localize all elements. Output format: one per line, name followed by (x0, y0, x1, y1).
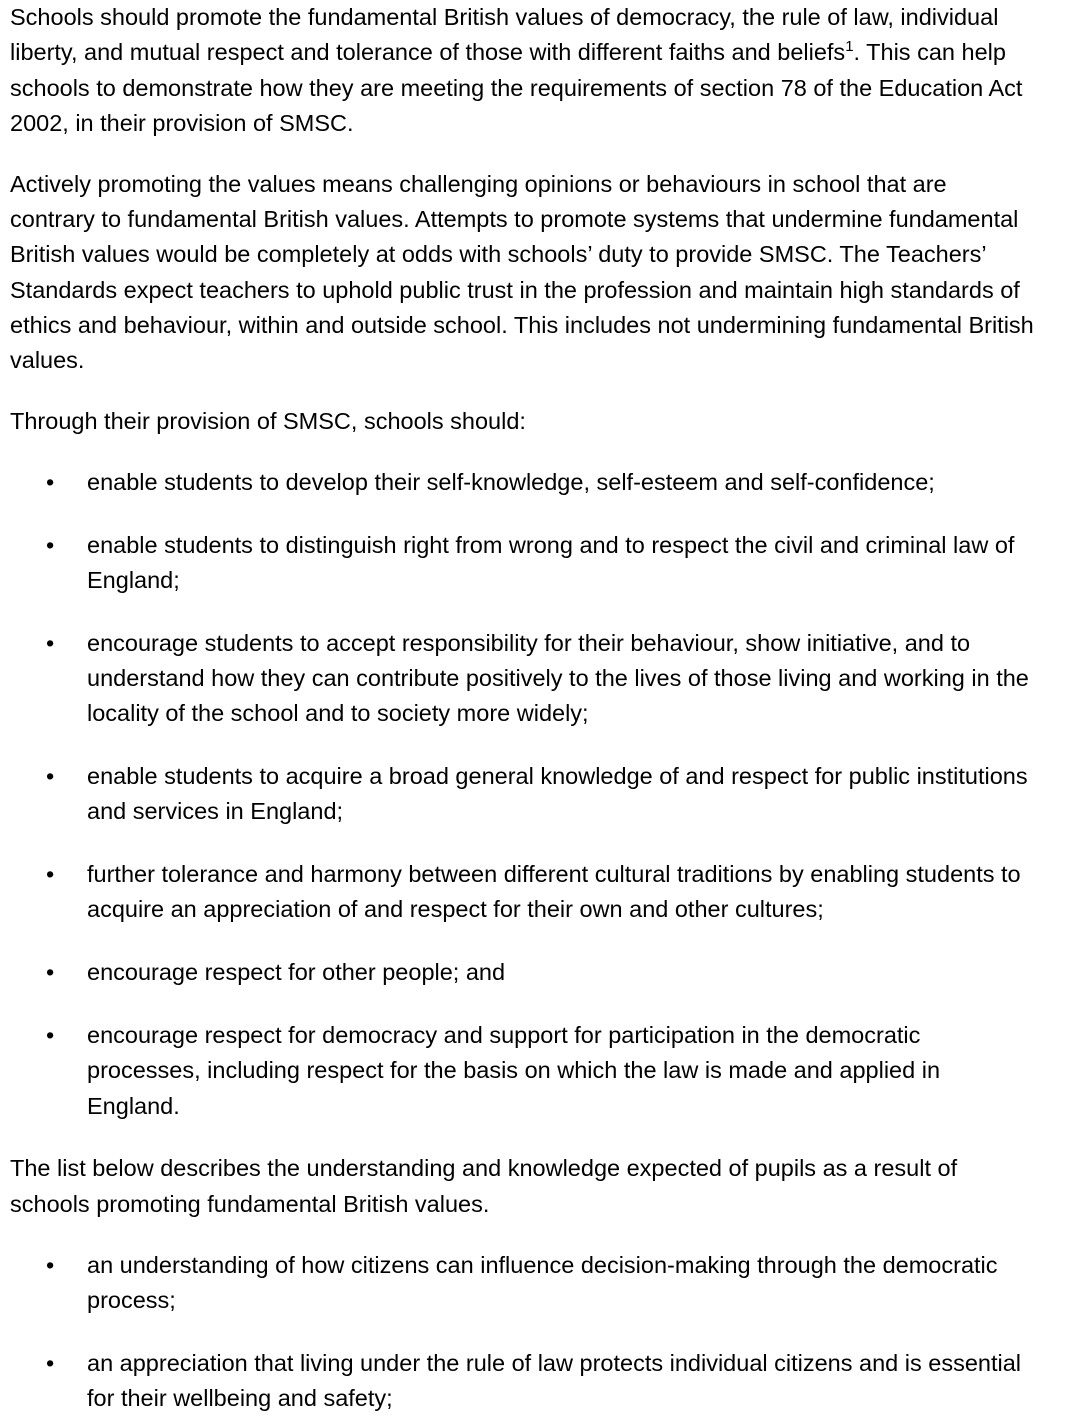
list-item-text: an appreciation that living under the rule of law protects individual citizens and is essential for their wellbeing and safety; (87, 1349, 1022, 1411)
bullet-icon: • (46, 763, 55, 790)
bullet-icon: • (46, 1349, 55, 1376)
bullet-icon: • (46, 1251, 55, 1278)
list-item-text: enable students to acquire a broad general knowledge of and respect for public institutions and services in England; (87, 763, 1028, 825)
list-item-text: enable students to develop their self-knowledge, self-esteem and self-confidence; (87, 468, 935, 495)
bullet-icon: • (46, 629, 55, 656)
list-item (10, 465, 1032, 500)
footnote-reference[interactable]: 1 (845, 38, 854, 56)
smsc-list (10, 465, 1035, 1124)
bullet-icon: • (46, 861, 55, 888)
list-item-text: enable students to distinguish right from wrong and to respect the civil and criminal law of England; (87, 531, 1015, 593)
text: . This can help schools to demonstrate how they are meeting the requirements of section 78 of the Education Act 2002, in their provision of SMSC. (10, 39, 1023, 136)
paragraph-smsc-intro: Through their provision of SMSC, schools should: (10, 407, 526, 434)
list-item (10, 1248, 1032, 1319)
bullet-icon: • (46, 531, 55, 558)
expected-knowledge-list (10, 1248, 1035, 1417)
list-item (10, 955, 1032, 990)
list-item (10, 528, 1032, 599)
text: Schools should promote the fundamental British values of democracy, the rule of law, individual liberty, and mutual respect and tolerance of those with different faiths and beliefs (10, 4, 999, 66)
list-item (10, 1018, 1032, 1124)
bullet-icon: • (46, 1022, 55, 1049)
list-item (10, 759, 1032, 830)
list-item (10, 857, 1032, 928)
list-item-text: an understanding of how citizens can influence decision-making through the democratic process; (87, 1251, 998, 1313)
bullet-icon: • (46, 468, 55, 495)
paragraph-values-intro (10, 0, 1035, 141)
list-item-text: encourage respect for other people; and (87, 959, 506, 986)
paragraph-actively-promoting: Actively promoting the values means challenging opinions or behaviours in school that are contrary to fundamental British values. Attempts to promote systems that undermine fundamental British values would be completely at odds with schools’ duty to provide SMSC. The Teachers’ Standards expect teachers to uphold public trust in the profession and maintain high standards of ethics and behaviour, within and outside school. This includes not undermining fundamental British values. (10, 170, 1034, 374)
bullet-icon: • (46, 959, 55, 986)
list-item (10, 626, 1032, 732)
paragraph-expected-knowledge: The list below describes the understanding and knowledge expected of pupils as a result of schools promoting fundamental British values. (10, 1155, 958, 1217)
list-item-text: further tolerance and harmony between different cultural traditions by enabling students to acquire an appreciation of and respect for their own and other cultures; (87, 861, 1021, 923)
list-item-text: encourage students to accept responsibility for their behaviour, show initiative, and to understand how they can contribute positively to the lives of those living and working in the locality of the school and to society more widely; (87, 629, 1029, 727)
list-item (10, 1346, 1032, 1417)
list-item-text: encourage respect for democracy and support for participation in the democratic processes, including respect for the basis on which the law is made and applied in England. (87, 1022, 941, 1119)
